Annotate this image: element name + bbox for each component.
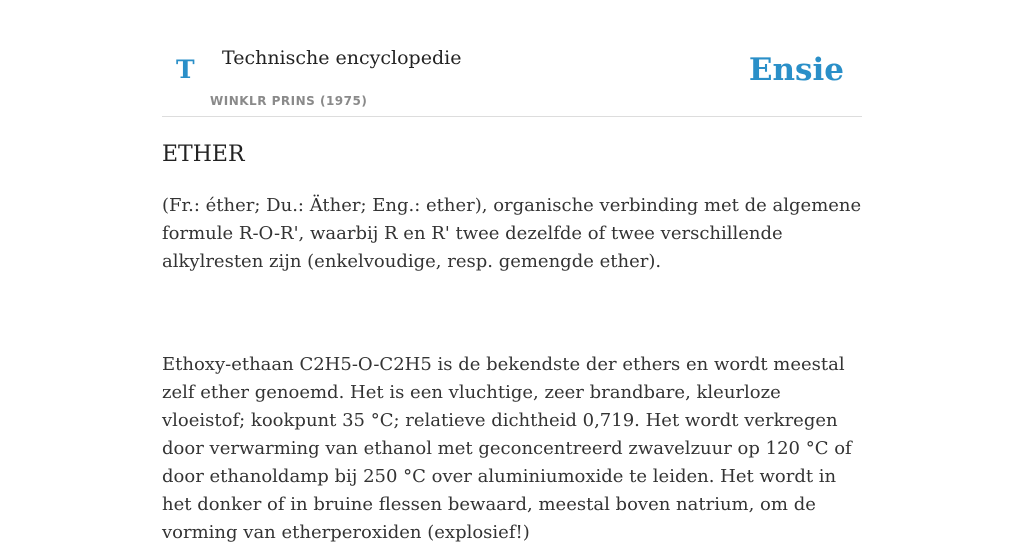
entry-paragraph: (Fr.: éther; Du.: Äther; Eng.: ether), organische verbinding met de algemene formule R-O-R', waarbij R en R' twee dezelfde of twee verschillende alkylresten zijn (enkelvoudige, resp. gemengde ether).	[162, 195, 862, 272]
entry-paragraph: Ethoxy-ethaan C2H5-O-C2H5 is de bekendste der ethers en wordt meestal zelf ether genoemd. Het is een vluchtige, zeer brandbare, kleurloze vloeistof; kookpunt 35 °C; relatieve dichtheid 0,719. Het wordt verkregen door verwarming van ethanol met geconcentreerd zwavelzuur op 120 °C of door ethanoldamp bij 250 °C over aluminiumoxide te leiden. Het wordt in het donker of in bruine flessen bewaard, meestal boven natrium, om de vorming van etherperoxiden (explosief!)	[162, 354, 852, 543]
brand-logo[interactable]: Ensie	[748, 52, 844, 88]
entry-title: ETHER	[162, 142, 245, 167]
book-logo-letter[interactable]: T	[176, 55, 195, 84]
book-title-link[interactable]: Technische encyclopedie	[222, 47, 462, 69]
book-source: WINKLR PRINS (1975)	[210, 94, 368, 108]
header	[162, 0, 862, 117]
